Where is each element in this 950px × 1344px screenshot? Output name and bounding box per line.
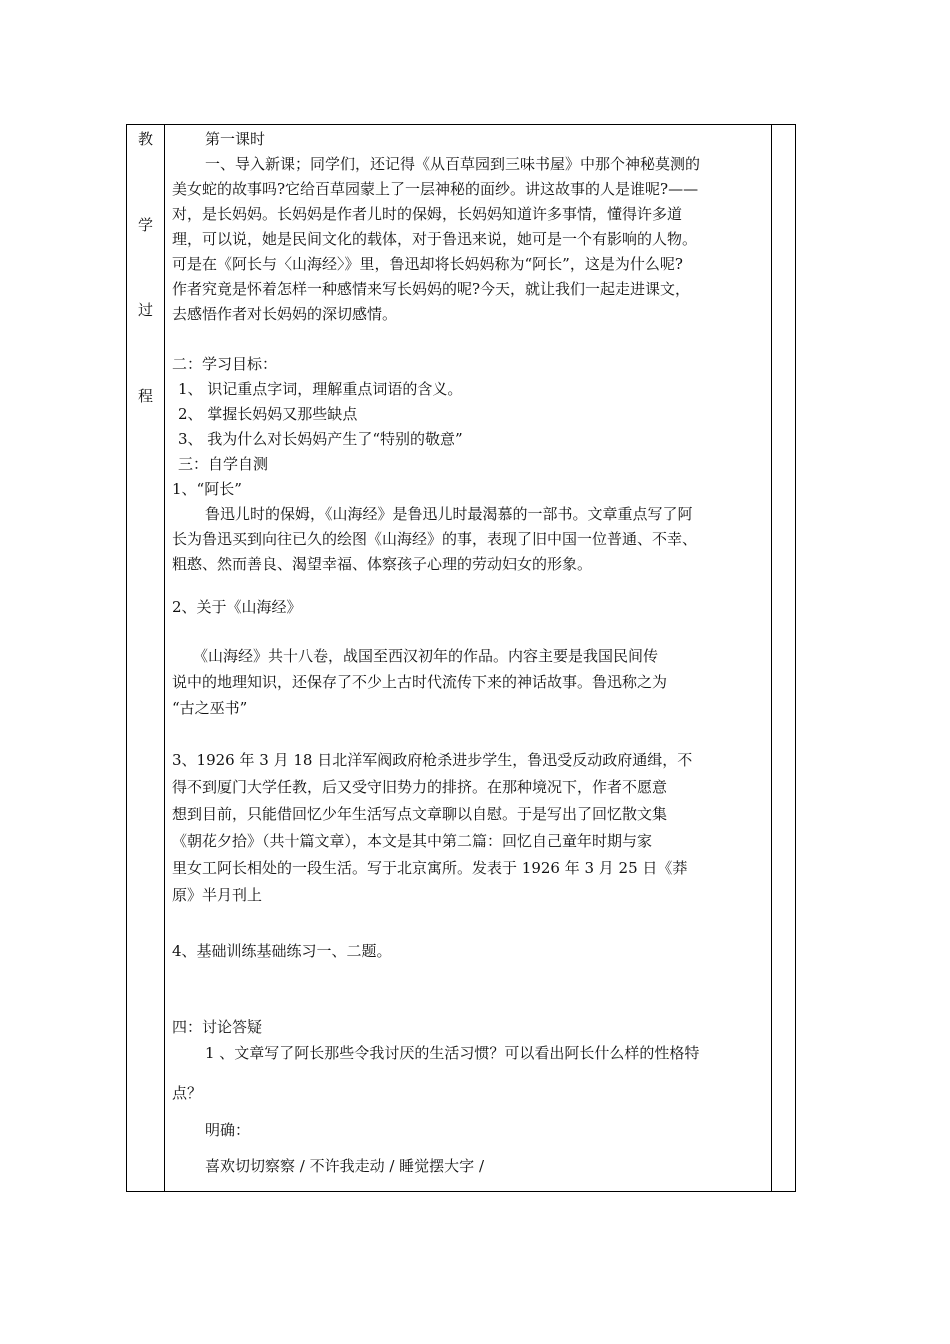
text-line: 里女工阿长相处的一段生活。写于北京寓所。发表于 1926 年 3 月 25 日《莽	[172, 859, 688, 877]
session-title: 第一课时	[205, 130, 266, 148]
text-line: 粗憨、然而善良、渴望幸福、体察孩子心理的劳动妇女的形象。	[172, 555, 593, 573]
text-line: 想到目前，只能借回忆少年生活写点文章聊以自慰。于是写出了回忆散文集	[172, 805, 668, 823]
text-line: 美女蛇的故事吗?它给百草园蒙上了一层神秘的面纱。讲这故事的人是谁呢?——	[172, 180, 699, 198]
text-line: 说中的地理知识，还保存了不少上古时代流传下来的神话故事。鲁迅称之为	[172, 673, 668, 691]
text-line: 《山海经》共十八卷，战国至西汉初年的作品。内容主要是我国民间传	[193, 647, 659, 665]
text-line: “古之巫书”	[172, 699, 248, 717]
text-line: 可是在《阿长与〈山海经〉》里，鲁迅却将长妈妈称为“阿长”，这是为什么呢?	[172, 255, 683, 273]
text-line: 长为鲁迅买到向往已久的绘图《山海经》的事，表现了旧中国一位普通、不幸、	[172, 530, 698, 548]
text-line: 对，是长妈妈。长妈妈是作者儿时的保姆，长妈妈知道许多事情，懂得许多道	[172, 205, 683, 223]
text-line: 《朝花夕拾》（共十篇文章），本文是其中第二篇：回忆自己童年时期与家	[172, 832, 653, 850]
answer-line: 喜欢切切察察 / 不许我走动 / 睡觉摆大字 /	[205, 1157, 485, 1175]
text-line: 去感悟作者对长妈妈的深切感情。	[172, 305, 398, 323]
text-line: 作者究竟是怀着怎样一种感情来写长妈妈的呢?今天，就让我们一起走进课文，	[172, 280, 691, 298]
side-label-char: 过	[137, 301, 153, 319]
section-heading: 二：学习目标：	[172, 355, 278, 373]
lesson-table	[126, 124, 796, 1192]
text-line: 4、基础训练基础练习一、二题。	[172, 942, 392, 960]
text-line: 理，可以说，她是民间文化的载体，对于鲁迅来说，她可是一个有影响的人物。	[172, 230, 698, 248]
section-heading: 四：讨论答疑	[172, 1018, 263, 1036]
text-line: 原》半月刊上	[172, 886, 263, 904]
section-heading: 三：自学自测	[178, 455, 269, 473]
text-line: 鲁迅儿时的保姆，《山海经》是鲁迅儿时最渴慕的一部书。文章重点写了阿	[205, 505, 693, 523]
side-label-column	[127, 125, 164, 1191]
list-item: 3、 我为什么对长妈妈产生了“特别的敬意”	[178, 430, 463, 448]
text-line: 得不到厦门大学任教，后又受守旧势力的排挤。在那种境况下，作者不愿意	[172, 778, 668, 796]
question-line: 点？	[172, 1084, 203, 1102]
question-line: 1 、文章写了阿长那些令我讨厌的生活习惯？可以看出阿长什么样的性格特	[205, 1044, 700, 1062]
text-line: 一、导入新课；同学们，还记得《从百草园到三味书屋》中那个神秘莫测的	[205, 155, 701, 173]
lesson-content	[164, 125, 771, 1191]
side-label-char: 教	[137, 130, 153, 148]
side-label-char: 学	[137, 216, 153, 234]
list-item: 2、 掌握长妈妈又那些缺点	[178, 405, 358, 423]
list-item: 1、 识记重点字词，理解重点词语的含义。	[178, 380, 463, 398]
subsection-heading: 1、“阿长”	[172, 480, 242, 498]
text-line: 3、1926 年 3 月 18 日北洋军阀政府枪杀进步学生，鲁迅受反动政府通缉，不	[172, 751, 693, 769]
side-label-char: 程	[137, 387, 153, 405]
answer-label: 明确：	[205, 1121, 251, 1139]
subsection-heading: 2、关于《山海经》	[172, 598, 302, 616]
column-divider	[771, 125, 772, 1191]
